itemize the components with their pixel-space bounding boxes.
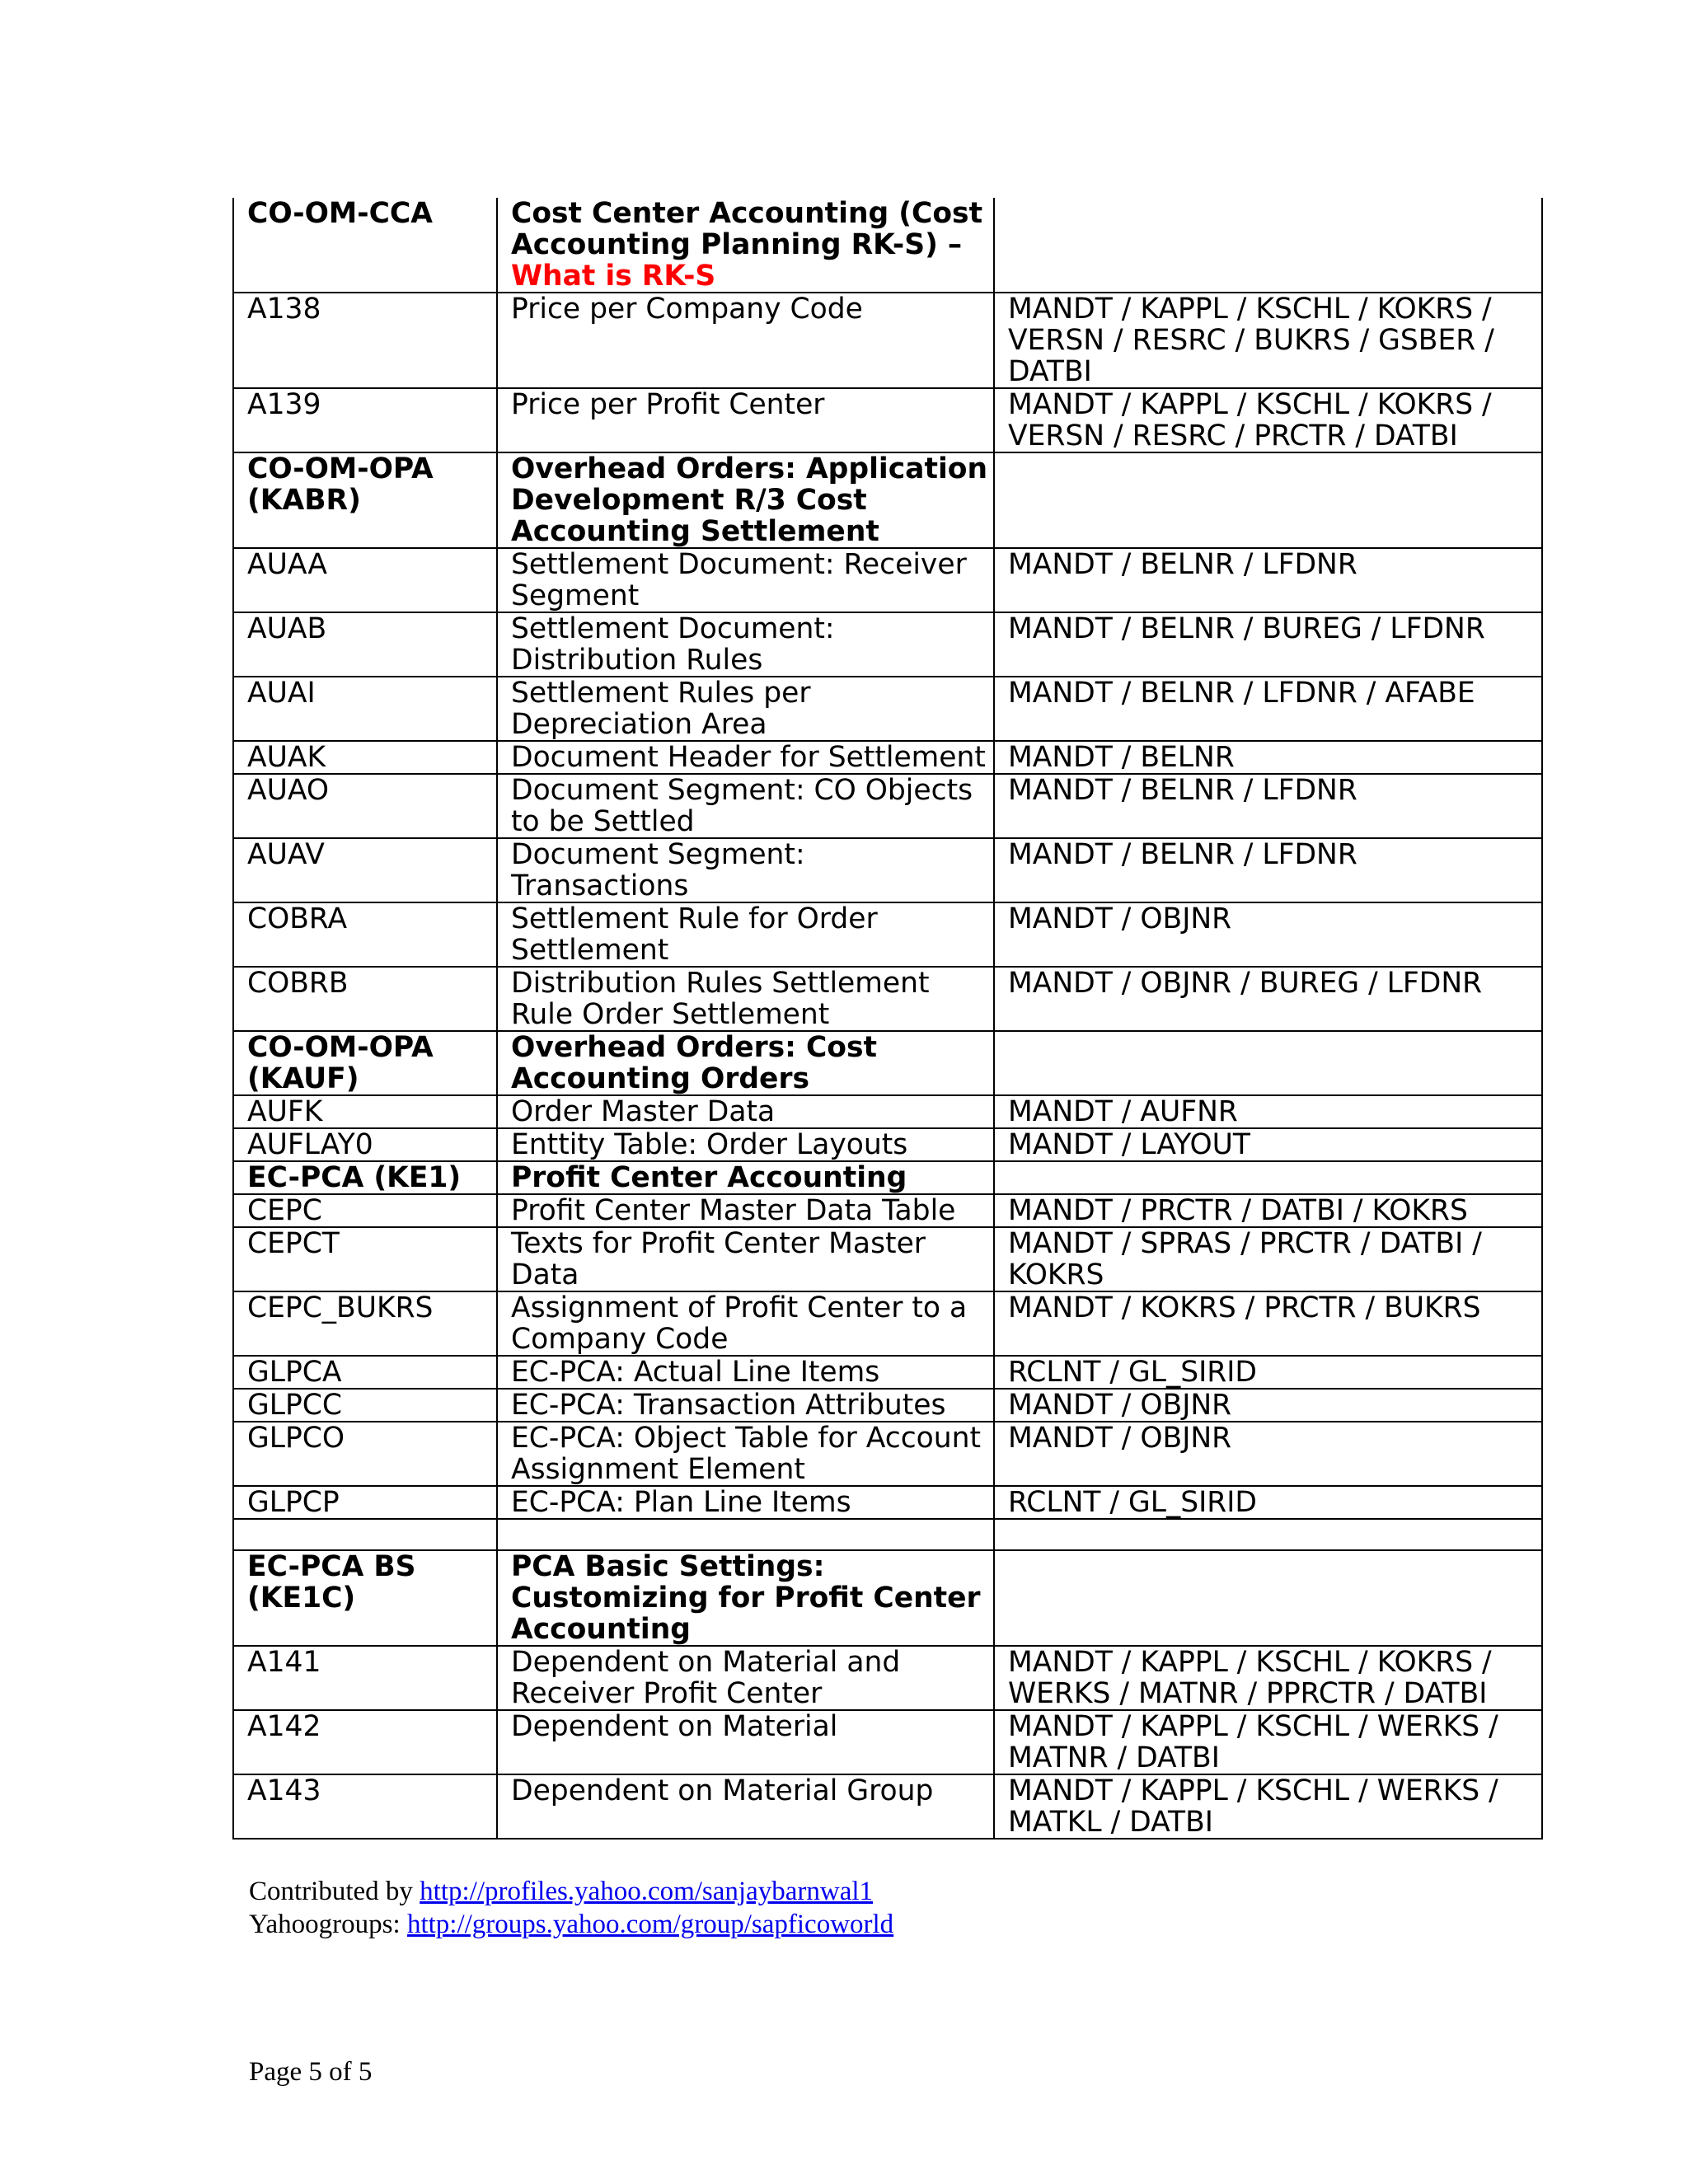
- table-name-cell: [233, 1710, 497, 1774]
- table-name-cell: [233, 198, 497, 293]
- table-name-cell: [233, 1291, 497, 1356]
- description-text: Cost Center Accounting (Cost Accounting Planning RK-S) –: [511, 198, 983, 261]
- key-fields-text: MANDT / KAPPL / KSCHL / KOKRS / WERKS / MATNR / PPRCTR / DATBI: [1008, 1646, 1492, 1710]
- key-fields-cell: [994, 452, 1542, 548]
- description-cell: [497, 677, 994, 741]
- contributed-line: [249, 1875, 873, 1908]
- description-text: Enttity Table: Order Layouts: [511, 1128, 908, 1161]
- table-row: [233, 741, 1542, 774]
- table-row: [233, 838, 1542, 902]
- table-row: [233, 293, 1542, 388]
- key-fields-text: MANDT / LAYOUT: [1008, 1128, 1250, 1161]
- table-name-text: CO-OM-OPA (KABR): [247, 452, 434, 517]
- key-fields-cell: [994, 388, 1542, 452]
- table-name-cell: [233, 774, 497, 838]
- table-name-cell: [233, 548, 497, 612]
- table-name-cell: [233, 1774, 497, 1839]
- table-name-cell: [233, 1161, 497, 1194]
- table-name-text: CEPC_BUKRS: [247, 1291, 434, 1324]
- table-row: [233, 1422, 1542, 1486]
- description-text: Overhead Orders: Cost Accounting Orders: [511, 1031, 878, 1095]
- description-cell: [497, 741, 994, 774]
- section-header-row: [233, 198, 1542, 293]
- table-row: [233, 902, 1542, 967]
- description-cell: [497, 1389, 994, 1422]
- key-fields-cell: [994, 1486, 1542, 1519]
- table-name-text: GLPCA: [247, 1356, 342, 1389]
- table-name-text: CEPCT: [247, 1227, 340, 1260]
- table-name-text: A141: [247, 1646, 321, 1679]
- key-fields-text: MANDT / KAPPL / KSCHL / KOKRS / VERSN / RESRC / BUKRS / GSBER / DATBI: [1008, 293, 1494, 388]
- description-text: PCA Basic Settings: Customizing for Profit Center Accounting: [511, 1550, 981, 1646]
- description-cell: [497, 902, 994, 967]
- table-name-cell: [233, 677, 497, 741]
- yahoogroup-link[interactable]: http://groups.yahoo.com/group/sapficoworld: [406, 1910, 894, 1939]
- yahoogroups-line: [249, 1908, 893, 1941]
- description-text: Price per Company Code: [511, 293, 863, 326]
- table-name-cell: [233, 293, 497, 388]
- description-cell: [497, 1227, 994, 1291]
- key-fields-cell: [994, 1194, 1542, 1227]
- table-row: [233, 1291, 1542, 1356]
- key-fields-cell: [994, 548, 1542, 612]
- table-name-cell: [233, 838, 497, 902]
- key-fields-text: MANDT / PRCTR / DATBI / KOKRS: [1008, 1194, 1468, 1227]
- table-name-cell: [233, 1422, 497, 1486]
- key-fields-text: RCLNT / GL_SIRID: [1008, 1356, 1257, 1389]
- table-name-text: AUAI: [247, 677, 316, 710]
- key-fields-cell: [994, 1710, 1542, 1774]
- section-header-row: [233, 1550, 1542, 1646]
- description-text: EC-PCA: Transaction Attributes: [511, 1389, 946, 1422]
- table-name-text: CEPC: [247, 1194, 322, 1227]
- table-name-text: CO-OM-CCA: [247, 198, 433, 230]
- key-fields-cell: [994, 1095, 1542, 1128]
- table-row: [233, 1356, 1542, 1389]
- key-fields-cell: [994, 1646, 1542, 1710]
- table-row: [233, 1095, 1542, 1128]
- table-name-text: EC-PCA (KE1): [247, 1161, 462, 1194]
- description-text: Order Master Data: [511, 1095, 776, 1128]
- description-text: Settlement Rules per Depreciation Area: [511, 677, 811, 741]
- description-cell: [497, 293, 994, 388]
- description-text: Price per Profit Center: [511, 388, 825, 421]
- description-cell: [497, 774, 994, 838]
- description-cell: [497, 1194, 994, 1227]
- key-fields-cell: [994, 1519, 1542, 1550]
- description-cell: [497, 1486, 994, 1519]
- description-text: Dependent on Material Group: [511, 1774, 934, 1807]
- table-name-text: A142: [247, 1710, 321, 1743]
- table-name-text: A143: [247, 1774, 321, 1807]
- key-fields-text: MANDT / KAPPL / KSCHL / WERKS / MATNR / DATBI: [1008, 1710, 1498, 1774]
- page-number: Page 5 of 5: [249, 2057, 373, 2087]
- key-fields-text: MANDT / KOKRS / PRCTR / BUKRS: [1008, 1291, 1481, 1324]
- description-text: Dependent on Material: [511, 1710, 838, 1743]
- table-row: [233, 1194, 1542, 1227]
- description-text: EC-PCA: Plan Line Items: [511, 1486, 851, 1519]
- description-cell: [497, 1161, 994, 1194]
- table-name-text: GLPCC: [247, 1389, 342, 1422]
- key-fields-cell: [994, 612, 1542, 677]
- key-fields-cell: [994, 1422, 1542, 1486]
- table-name-cell: [233, 1095, 497, 1128]
- table-name-text: EC-PCA BS (KE1C): [247, 1550, 416, 1615]
- table-name-cell: [233, 1194, 497, 1227]
- table-name-cell: [233, 967, 497, 1031]
- table-name-cell: [233, 1646, 497, 1710]
- table-name-cell: [233, 388, 497, 452]
- key-fields-cell: [994, 1774, 1542, 1839]
- description-cell: [497, 612, 994, 677]
- key-fields-cell: [994, 1291, 1542, 1356]
- key-fields-cell: [994, 1356, 1542, 1389]
- description-cell: [497, 967, 994, 1031]
- table-row: [233, 967, 1542, 1031]
- table-row: [233, 1486, 1542, 1519]
- description-cell: [497, 1710, 994, 1774]
- description-text: Settlement Rule for Order Settlement: [511, 902, 878, 967]
- contributed-label: Contributed by: [249, 1877, 413, 1906]
- key-fields-text: MANDT / BELNR / LFDNR: [1008, 774, 1357, 807]
- table-row: [233, 548, 1542, 612]
- table-name-text: AUAO: [247, 774, 330, 807]
- description-cell: [497, 1031, 994, 1095]
- key-fields-cell: [994, 774, 1542, 838]
- description-cell: [497, 1356, 994, 1389]
- description-cell: [497, 388, 994, 452]
- table-name-cell: [233, 1031, 497, 1095]
- key-fields-cell: [994, 1227, 1542, 1291]
- key-fields-cell: [994, 741, 1542, 774]
- description-cell: [497, 1646, 994, 1710]
- key-fields-text: MANDT / OBJNR: [1008, 902, 1232, 935]
- description-text: Texts for Profit Center Master Data: [511, 1227, 926, 1291]
- key-fields-cell: [994, 1128, 1542, 1161]
- description-text: Profit Center Accounting: [511, 1161, 907, 1194]
- table-name-text: AUFK: [247, 1095, 323, 1128]
- table-name-cell: [233, 1519, 497, 1550]
- table-name-text: AUAK: [247, 741, 326, 774]
- key-fields-text: MANDT / BELNR / BUREG / LFDNR: [1008, 612, 1485, 645]
- table-row: [233, 612, 1542, 677]
- description-text: Distribution Rules Settlement Rule Order Settlement: [511, 967, 930, 1031]
- key-fields-cell: [994, 1389, 1542, 1422]
- table-name-cell: [233, 612, 497, 677]
- table-name-cell: [233, 452, 497, 548]
- description-cell: [497, 548, 994, 612]
- section-header-row: [233, 1161, 1542, 1194]
- key-fields-text: MANDT / OBJNR / BUREG / LFDNR: [1008, 967, 1483, 1000]
- key-fields-text: MANDT / SPRAS / PRCTR / DATBI / KOKRS: [1008, 1227, 1482, 1291]
- table-body: [233, 198, 1542, 1839]
- yahoogroups-label: Yahoogroups:: [249, 1910, 401, 1939]
- description-text: EC-PCA: Actual Line Items: [511, 1356, 880, 1389]
- key-fields-cell: [994, 198, 1542, 293]
- description-text: Settlement Document: Distribution Rules: [511, 612, 835, 677]
- key-fields-text: MANDT / KAPPL / KSCHL / KOKRS / VERSN / RESRC / PRCTR / DATBI: [1008, 388, 1492, 452]
- description-text: Assignment of Profit Center to a Company Code: [511, 1291, 968, 1356]
- description-text: Document Segment: CO Objects to be Settled: [511, 774, 973, 838]
- description-cell: [497, 198, 994, 293]
- description-cell: [497, 1774, 994, 1839]
- table-row: [233, 1710, 1542, 1774]
- description-text: EC-PCA: Object Table for Account Assignment Element: [511, 1422, 982, 1486]
- description-text: Dependent on Material and Receiver Profit Center: [511, 1646, 901, 1710]
- table-row: [233, 1774, 1542, 1839]
- section-header-row: [233, 1031, 1542, 1095]
- description-cell: [497, 1128, 994, 1161]
- key-fields-cell: [994, 293, 1542, 388]
- table-name-cell: [233, 1227, 497, 1291]
- sap-tables-table: [232, 198, 1543, 1840]
- contributor-profile-link[interactable]: http://profiles.yahoo.com/sanjaybarnwal1: [420, 1877, 874, 1906]
- table-name-text: AUAV: [247, 838, 325, 871]
- key-fields-text: MANDT / BELNR / LFDNR: [1008, 838, 1357, 871]
- description-cell: [497, 452, 994, 548]
- key-fields-cell: [994, 967, 1542, 1031]
- section-header-row: [233, 452, 1542, 548]
- key-fields-text: MANDT / AUFNR: [1008, 1095, 1238, 1128]
- key-fields-text: MANDT / OBJNR: [1008, 1389, 1232, 1422]
- description-text: Overhead Orders: Application Development R/3 Cost Accounting Settlement: [511, 452, 988, 548]
- table-name-text: CO-OM-OPA (KAUF): [247, 1031, 434, 1095]
- rk-s-note: What is RK-S: [511, 260, 716, 293]
- description-cell: [497, 1291, 994, 1356]
- key-fields-cell: [994, 1161, 1542, 1194]
- description-text: Document Header for Settlement: [511, 741, 986, 774]
- table-name-text: AUFLAY0: [247, 1128, 373, 1161]
- description-cell: [497, 1095, 994, 1128]
- table-row: [233, 388, 1542, 452]
- table-name-cell: [233, 1356, 497, 1389]
- table-name-cell: [233, 741, 497, 774]
- description-text: Settlement Document: Receiver Segment: [511, 548, 967, 612]
- key-fields-text: MANDT / BELNR: [1008, 741, 1235, 774]
- key-fields-text: MANDT / OBJNR: [1008, 1422, 1232, 1455]
- description-cell: [497, 1422, 994, 1486]
- table-name-text: GLPCO: [247, 1422, 345, 1455]
- table-name-cell: [233, 1550, 497, 1646]
- description-cell: [497, 1550, 994, 1646]
- table-row: [233, 774, 1542, 838]
- key-fields-text: RCLNT / GL_SIRID: [1008, 1486, 1257, 1519]
- table-row: [233, 1227, 1542, 1291]
- description-text: Profit Center Master Data Table: [511, 1194, 956, 1227]
- description-cell: [497, 1519, 994, 1550]
- description-text: Document Segment: Transactions: [511, 838, 805, 902]
- key-fields-cell: [994, 1031, 1542, 1095]
- key-fields-text: MANDT / BELNR / LFDNR: [1008, 548, 1357, 581]
- table-row: [233, 1646, 1542, 1710]
- key-fields-cell: [994, 838, 1542, 902]
- table-name-text: AUAB: [247, 612, 327, 645]
- key-fields-text: MANDT / BELNR / LFDNR / AFABE: [1008, 677, 1475, 710]
- table-name-cell: [233, 1389, 497, 1422]
- table-name-text: COBRB: [247, 967, 349, 1000]
- key-fields-text: MANDT / KAPPL / KSCHL / WERKS / MATKL / DATBI: [1008, 1774, 1498, 1839]
- table-name-text: A139: [247, 388, 321, 421]
- table-row: [233, 677, 1542, 741]
- blank-row: [233, 1519, 1542, 1550]
- table-name-cell: [233, 1128, 497, 1161]
- table-name-text: AUAA: [247, 548, 328, 581]
- key-fields-cell: [994, 677, 1542, 741]
- key-fields-cell: [994, 1550, 1542, 1646]
- table-name-cell: [233, 902, 497, 967]
- table-row: [233, 1128, 1542, 1161]
- table-name-text: COBRA: [247, 902, 348, 935]
- key-fields-cell: [994, 902, 1542, 967]
- table-name-cell: [233, 1486, 497, 1519]
- table-name-text: GLPCP: [247, 1486, 340, 1519]
- table-name-text: A138: [247, 293, 321, 326]
- description-cell: [497, 838, 994, 902]
- table-row: [233, 1389, 1542, 1422]
